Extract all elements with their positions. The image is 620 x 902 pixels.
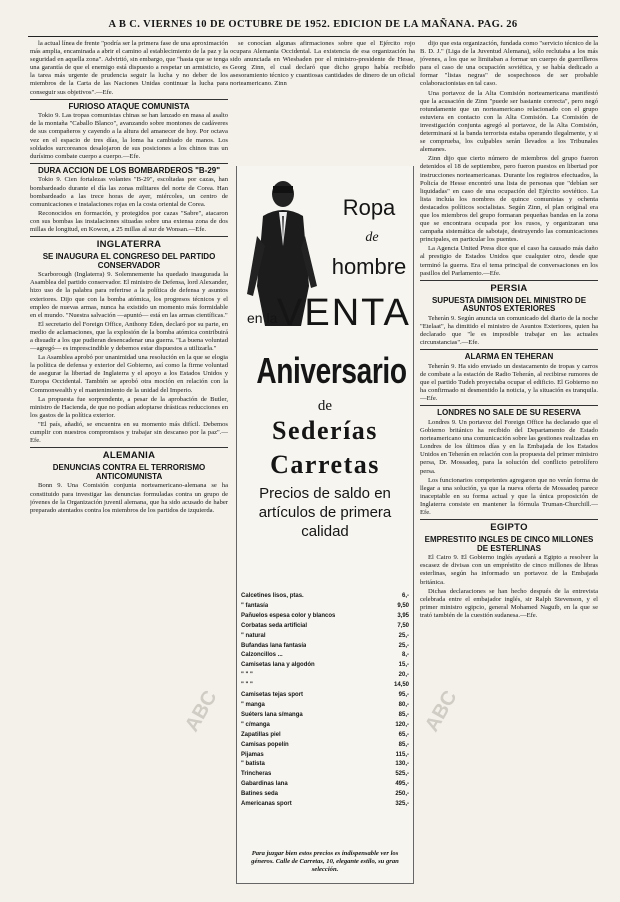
price-item-label: Gabardinas lana	[241, 781, 288, 788]
headline: EMPRESTITO INGLES DE CINCO MILLONES DE ESTERLINAS	[424, 535, 594, 553]
price-item-label: " c/manga	[241, 721, 270, 728]
abc-watermark: ABC	[420, 686, 462, 736]
ad-de: de	[365, 230, 379, 245]
ad-hombre: hombre	[331, 254, 407, 279]
price-item-label: Pijamas	[241, 751, 264, 758]
section-heading: PERSIA	[490, 282, 528, 294]
column-middle-text	[230, 40, 415, 165]
abc-watermark: ABC	[180, 686, 222, 736]
price-item-label: Pañuelos espesa color y blancos	[241, 612, 336, 619]
article-text: "El país, añadió, se encuentra en su momento más difícil. Debemos cumplir con nuestros compromisos y trabajar sin descanso por la paz".—Efe.	[30, 420, 228, 445]
price-row	[241, 622, 409, 632]
article-text: Reconocidos en formación, y protegidos por cazas "Sabre", atacaron con sus bombas las instalaciones situadas sobre una extensa zona de dos millas de longitud, en Kowon, a 25 millas al sur de Wonsan.—Efe.	[30, 209, 228, 233]
price-item-value: 6,-	[401, 593, 409, 599]
article-text: La Asamblea aprobó por unanimidad una resolución en la que se elogia la política de defensa y exterior del Gobierno, así como la firme voluntad de asegurar la libertad de Inglaterra y el apoyo a los Estados Unidos y Europa Occidental. También se aprobó otra moción en relación con la Commonwealth y el mantenimiento de la unidad del Imperio.	[30, 354, 228, 394]
price-row	[241, 721, 409, 731]
price-item-label: " " "	[241, 672, 253, 679]
price-item-label: Corbatas seda artificial	[241, 622, 308, 629]
price-item-label: " " "	[241, 682, 253, 689]
price-item-label: Bufandas lana fantasía	[241, 642, 307, 649]
price-row	[241, 592, 409, 602]
article-text: El Cairo 9. El Gobierno inglés ayudará a Egipto a resolver la escasez de divisas con un empréstito de cinco millones de libras esterlinas, según ha informado un portavoz de la Embajada británica.	[420, 554, 598, 586]
divider	[30, 99, 228, 100]
price-item-label: Batines seda	[241, 791, 279, 798]
price-row	[241, 632, 409, 642]
price-row	[241, 642, 409, 652]
page-header: A B C. VIERNES 10 DE OCTUBRE DE 1952. EDICION DE LA MAÑANA. PAG. 26	[28, 14, 598, 37]
price-item-value: 9,50	[397, 602, 409, 609]
price-row	[241, 681, 409, 691]
divider	[420, 349, 598, 350]
price-row	[241, 760, 409, 770]
headline: LONDRES NO SALE DE SU RESERVA	[437, 408, 581, 418]
ad-aniversario: Aniversario	[256, 350, 407, 391]
article-text: Teherán 9. Según anuncia un comunicado del diario de la noche "Etelaat", ha dimitido el ministro de Asuntos Exteriores, quien ha declarado que "le es imposible trabajar en las actuales circunstancias".—Efe.	[420, 314, 598, 347]
price-list	[241, 592, 409, 810]
price-row	[241, 751, 409, 761]
article-text: Teherán 9. Ha sido enviado un destacamento de tropas y carros de combate a la estación de Radio Teherán, al recibirse rumores de que el partido Tudeh proyectaba ocupar el edificio. El Gobierno no ha confirmado ni desmentido la noticia, y la situación es tranquila.—Efe.	[420, 362, 598, 403]
ad-border	[237, 883, 413, 884]
column-left	[30, 40, 228, 890]
column-right	[420, 40, 598, 890]
price-item-value: 115,-	[395, 751, 409, 758]
price-row	[241, 770, 409, 780]
price-item-label: Calcetines lisos, ptas.	[241, 593, 304, 599]
divider	[420, 280, 598, 281]
price-item-value: 80,-	[398, 701, 409, 708]
price-item-value: 8,-	[401, 652, 409, 659]
ad-ropa: Ropa	[342, 195, 396, 220]
price-item-label: " natural	[241, 632, 266, 639]
price-item-value: 495,-	[395, 781, 409, 788]
ad-footer-text: Para juzgar bien estos precios es indispensable ver los géneros. Calle de Carretas, 10, elegante estilo, su gran selección.	[251, 850, 399, 873]
price-item-label: Camisetas lana y algodón	[241, 662, 315, 669]
section-heading: EGIPTO	[490, 522, 528, 534]
price-item-label: Americanas sport	[241, 801, 292, 808]
price-item-value: 120,-	[395, 721, 409, 728]
ad-carretas: Carretas	[270, 450, 380, 479]
price-item-value: 14,50	[393, 682, 409, 689]
price-row	[241, 741, 409, 751]
divider	[420, 519, 598, 520]
headline: SE INAUGURA EL CONGRESO DEL PARTIDO CONSERVADOR	[42, 252, 216, 270]
article-text: Los funcionarios competentes agregaron que no verán forma de llegar a una solución, ya que la nueva oferta de Mossadeq parece inaceptable en su forma actual y que la única proposición de Inglaterra consiste en mantener la fórmula Truman-Churchill.—Efe.	[420, 476, 598, 516]
price-item-value: 325,-	[395, 801, 409, 808]
price-item-label: " fantasía	[241, 602, 269, 609]
price-item-value: 15,-	[398, 662, 409, 669]
headline: FURIOSO ATAQUE COMUNISTA	[68, 101, 190, 111]
headline: ALARMA EN TEHERAN	[464, 352, 554, 362]
ad-de-2: de	[317, 398, 333, 414]
ad-venta: VENTA	[277, 292, 411, 334]
headline: DENUNCIAS CONTRA EL TERRORISMO ANTICOMUNISTA	[52, 463, 206, 481]
price-row	[241, 671, 409, 681]
price-item-value: 130,-	[395, 761, 409, 768]
article-text: La propuesta fue sorprendente, a pesar de la aprobación de Butler, ministro de Hacienda, de que no podían adoptarse drásticas reducciones en los gastos de la política exterior.	[30, 395, 228, 419]
price-item-value: 25,-	[398, 642, 409, 649]
price-item-value: 65,-	[398, 731, 409, 738]
price-row	[241, 711, 409, 721]
price-row	[241, 790, 409, 800]
ad-precios-saldo: Precios de saldo en artículos de primera calidad	[258, 485, 392, 540]
price-item-value: 85,-	[398, 741, 409, 748]
divider	[30, 447, 228, 448]
divider	[420, 405, 598, 406]
price-row	[241, 602, 409, 612]
divider	[30, 236, 228, 237]
price-item-label: Suéters lana s/manga	[241, 711, 303, 718]
article-text: se conocían algunas afirmaciones sobre que el Ejército rojo ocupara Alemania Occidental. La existencia de esa organización ha sido anunciada en Wiesbaden por el ministro-presidente de Hesse, Georg Zinn, el cual declaró que dicho grupo había recibido asesoramiento técnico y cuantiosas cantidades de dinero de un oficial norteamericano. Zinn	[230, 40, 415, 88]
price-row	[241, 780, 409, 790]
advertisement-sederias-carretas	[236, 166, 414, 884]
article-text: la actual línea de frente "podría ser la primera fase de una aproximación más amplia, encaminada a abrir el camino al establecimiento de la paz y la seguridad en aquella zona". Advirtió, sin embargo, que "hasta que se tenga una garantía de que el enemigo está dispuesto a respetar un armisticio, es la tarea más urgente de prudencia seguir la lucha y no deber de los miembros de la Carta de las Naciones Unidas continuar la lucha para conseguir sus objetivos".—Efe.	[30, 40, 228, 96]
price-item-label: Trincheras	[241, 771, 272, 778]
price-item-value: 250,-	[395, 791, 409, 798]
price-row	[241, 661, 409, 671]
article-text: Dichas declaraciones se han hecho después de la entrevista celebrada entre el embajador inglés, sir Ralph Stevenson, y el primer ministro egipcio, general Mohamed Naguib, en la que se trató también de la cuestión sudanesa.—Efe.	[420, 587, 598, 619]
price-item-value: 3,95	[397, 612, 409, 619]
price-row	[241, 612, 409, 622]
article-text: Zinn dijo que cierto número de miembros del grupo fueron detenidos el 18 de septiembre, pero fueron puestos en libertad por instrucciones norteamericanas. Durante los registros efectuados, la Policía de Hesse encontró una lista de personas que "debían ser liquidadas" en caso de una ocupación del Ejército soviético. La lista incluía los nombres de quince comunistas y ochenta destacados políticos socialistas. Según Zinn, el plan original era que los miembros del grupo formaran pequeñas bandas en la zona que se encontrara ocupada por los rusos, y organizaran una campaña sistemática de sabotaje, destruyendo las comunicaciones principales, en particular los puentes.	[420, 155, 598, 244]
article-text: Tokio 9. Las tropas comunistas chinas se han lanzado en masa al asalto de la montaña "Caballo Blanco", avanzando sobre montones de cadáveres de sus compañeros y cayendo a la altura del amanecer de hoy. Por octava vez en el espacio de tres días, la loma ha cambiado de manos. Los soldados surcoreanos desalojaron de sus posiciones a los chinos tras un durísimo combate cuerpo a cuerpo.—Efe.	[30, 112, 228, 160]
article-text: La Agencia United Press dice que el caso ha causado más daño al prestigio de Estados Unidos que cualquier otro, desde que terminó la guerra. Era el tema principal de conversaciones en los pasillos del Parlamento.—Efe.	[420, 245, 598, 277]
price-item-value: 25,-	[398, 632, 409, 639]
price-item-value: 525,-	[395, 771, 409, 778]
divider	[30, 163, 228, 164]
ad-en-la: en la	[247, 310, 278, 326]
price-item-label: Camisas popelín	[241, 741, 289, 748]
article-text: Scarborough (Inglaterra) 9. Solemnemente ha quedado inaugurada la Asamblea del partido conservador. El ministro de Defensa, lord Alexander, hizo uso de la palabra para referirse a la política de defensa y asuntos exteriores. Dijo que con la bomba atómica, los progresos técnicos y el empleo de nuevas armas, nunca ha existido un momento más formidable en el mundo. "Nuestra salvación —apuntó— está en las armas científicas."	[30, 271, 228, 319]
price-item-label: Zapatillas piel	[241, 731, 281, 738]
headline: SUPUESTA DIMISION DEL MINISTRO DE ASUNTOS EXTERIORES	[431, 295, 587, 314]
section-heading: INGLATERRA	[96, 239, 162, 251]
price-row	[241, 691, 409, 701]
article-text: Tokio 9. Cien fortalezas volantes "B-29", escoltadas por cazas, han bombardeado durante el día las zonas militares del norte de Corea. Han bombardeado a las trece horas de ayer, miércoles, un centro de comunicaciones e instalaciones rojas en la costa oriental de Corea.	[30, 176, 228, 208]
price-row	[241, 731, 409, 741]
article-text: El secretario del Foreign Office, Anthony Eden, declaró por su parte, en medio de aclamaciones, que la explosión de la bomba atómica contribuirá a disuadir a los que pudieran desencadenar una guerra. "La buena voluntad —agregó— es imprescindible y debemos estar dispuestos a utilizarla."	[30, 320, 228, 353]
ad-sederias: Sederías	[272, 416, 378, 445]
article-text: dijo que esta organización, fundada como "servicio técnico de la B. D. J." (Liga de la Juventud Alemana), sólo reclutaba a los más jóvenes, a los que se limitaban a formar un cuerpo de guerrilleros para el caso de una ocupación soviética, y se había dedicado a formar "listas negras" de sospechosos de ser probable colaboracionistas en tal caso.	[420, 40, 598, 88]
price-item-value: 7,50	[397, 622, 409, 629]
article-text: Una portavoz de la Alta Comisión norteamericana manifestó que la acusación de Zinn "puede ser bastante correcta", pero negó rotundamente que un norteamericano relacionado con el grupo estuviera en contacto con la Alta Comisión. La Comisión de investigación conjunta agregó al portavoz, de la Alta Comisión, determinará si la banda terrorista estaba operando ilegalmente, y si se comprueba, los culpables serán llevados a los Tribunales alemanes.	[420, 89, 598, 154]
section-heading: ALEMANIA	[102, 450, 156, 462]
price-item-label: " manga	[241, 701, 265, 708]
article-text: Londres 9. Un portavoz del Foreign Office ha declarado que el Gobierno británico ha recibido del Departamento de Estado norteamericano una comunicación sobre las gestiones realizadas en Londres de los últimos días y en la Embajada de los Estados Unidos en Teherán en relación con la propuesta del primer ministro persa, Dr. Mossadeq, para la solución del conflicto petrolífero persa.	[420, 418, 598, 475]
price-item-value: 85,-	[398, 711, 409, 718]
price-row	[241, 800, 409, 810]
price-item-value: 20,-	[398, 672, 409, 679]
headline: DURA ACCION DE LOS BOMBARDEROS "B-29"	[37, 165, 221, 175]
price-item-label: " batista	[241, 761, 265, 768]
article-text: Bonn 9. Una Comisión conjunta norteamericano-alemana se ha constituido para investigar las denuncias formuladas contra un grupo de jóvenes de la Organización juvenil alemana, que ha sido acusado de haber preparado atentados contra los miembros de los partidos de izquierda.	[30, 482, 228, 514]
price-row	[241, 701, 409, 711]
price-item-label: Camisetas tejas sport	[241, 692, 304, 699]
price-item-label: Calzoncillos ...	[241, 652, 283, 659]
price-row	[241, 651, 409, 661]
price-item-value: 95,-	[398, 692, 409, 699]
